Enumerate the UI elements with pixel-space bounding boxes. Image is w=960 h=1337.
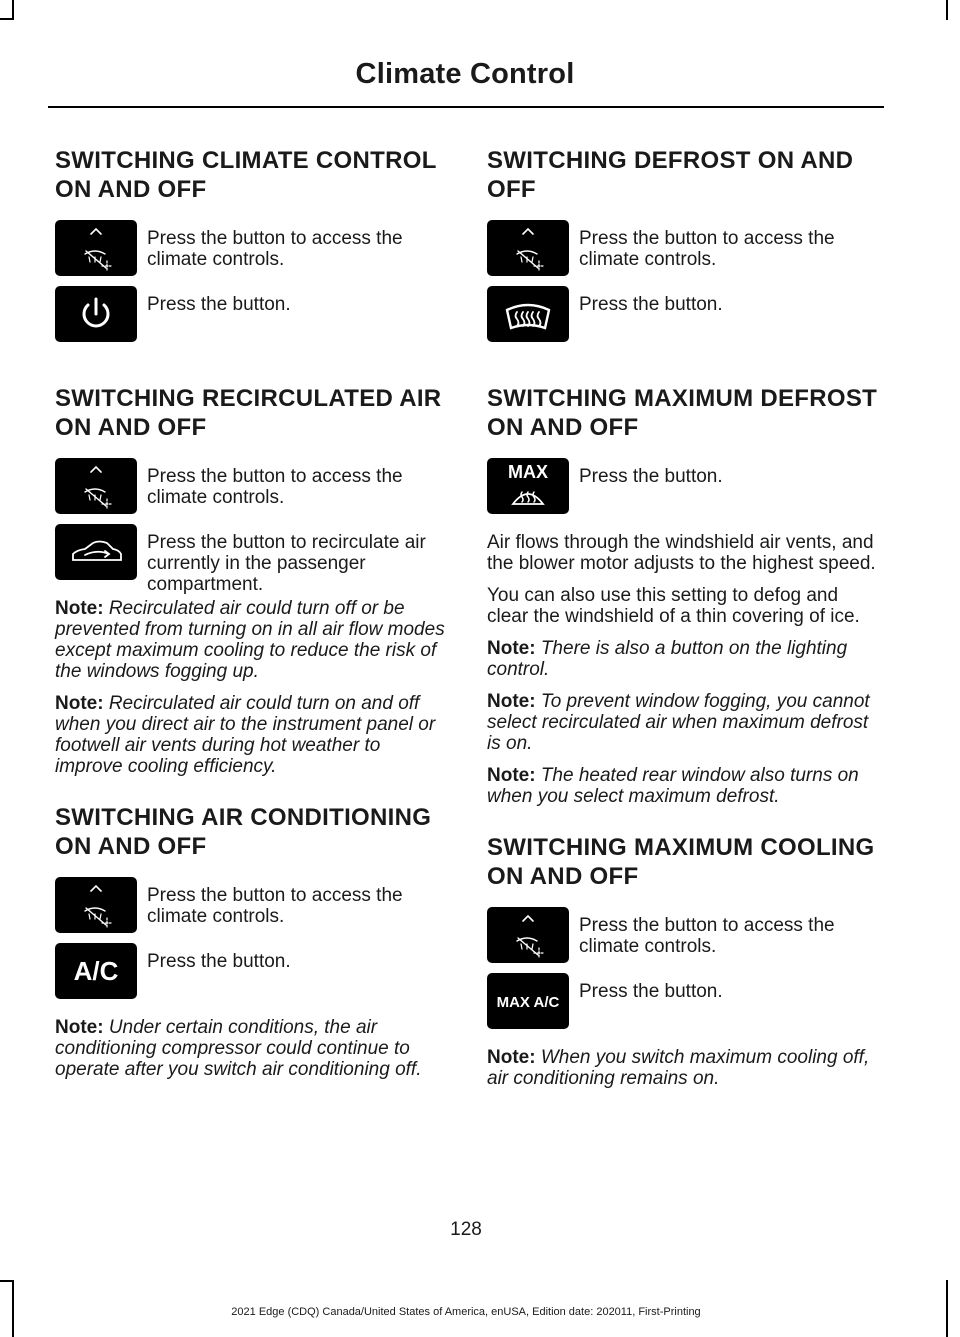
section-right-0 <box>487 146 879 358</box>
note-paragraph <box>487 691 879 754</box>
note-paragraph <box>55 598 447 682</box>
header-divider <box>48 106 884 108</box>
section-right-2 <box>487 833 879 1089</box>
section-left-2 <box>55 803 447 1080</box>
note-text: Recirculated air could turn off or be prevented from turning on in all air flow modes except maximum cooling to reduce the risk of the windows fogging up. <box>55 598 445 682</box>
section-right-1 <box>487 384 879 807</box>
page-number: 128 <box>450 1219 482 1240</box>
step-text: Press the button. <box>579 466 723 487</box>
recirculate-icon <box>55 524 137 580</box>
max-ac-icon <box>487 973 569 1029</box>
step-text: Press the button. <box>579 981 723 1002</box>
rear-defrost-icon <box>487 286 569 342</box>
section-heading: SWITCHING AIR CONDITIONING ON AND OFF <box>55 804 432 860</box>
note-text: Under certain conditions, the air conditioning compressor could continue to operate after you switch air conditioning off. <box>55 1017 422 1080</box>
note-text: When you switch maximum cooling off, air conditioning remains on. <box>487 1047 870 1089</box>
instruction-step <box>55 466 447 530</box>
crop-mark-br-v <box>946 1280 948 1337</box>
climate-access-icon <box>55 458 137 514</box>
svg-text:MAX A/C: MAX A/C <box>496 994 560 1011</box>
step-text: Press the button to access the climate controls. <box>147 885 403 927</box>
section-left-1 <box>55 384 447 777</box>
body-paragraph: Air flows through the windshield air vents, and the blower motor adjusts to the highest speed. <box>487 532 876 574</box>
body-paragraph: You can also use this setting to defog and clear the windshield of a thin covering of ice. <box>487 585 860 627</box>
step-text: Press the button to access the climate controls. <box>579 915 835 957</box>
instruction-step <box>55 951 447 1015</box>
climate-access-icon <box>55 220 137 276</box>
note-label: Note: <box>55 1017 109 1038</box>
instruction-step <box>55 294 447 358</box>
note-label: Note: <box>55 693 109 714</box>
power-icon <box>55 286 137 342</box>
note-paragraph <box>487 638 879 680</box>
crop-mark-tr-v <box>946 0 948 20</box>
section-heading: SWITCHING DEFROST ON AND OFF <box>487 147 854 203</box>
page-title: Climate Control <box>355 58 575 90</box>
note-paragraph <box>55 1017 447 1080</box>
note-text: Recirculated air could turn on and off when you direct air to the instrument panel or footwell air vents during hot weather to improve cooling efficiency. <box>55 693 436 777</box>
note-label: Note: <box>487 1047 541 1068</box>
instruction-step <box>487 915 879 979</box>
note-paragraph <box>55 693 447 777</box>
step-text: Press the button. <box>579 294 723 315</box>
note-label: Note: <box>487 638 541 659</box>
instruction-step <box>487 981 879 1045</box>
instruction-step <box>487 228 879 292</box>
note-label: Note: <box>55 598 109 619</box>
section-heading: SWITCHING MAXIMUM COOLING ON AND OFF <box>487 834 875 890</box>
step-text: Press the button. <box>147 294 291 315</box>
climate-access-icon <box>487 220 569 276</box>
step-text: Press the button to recirculate air currently in the passenger compartment. <box>147 532 426 595</box>
section-heading: SWITCHING RECIRCULATED AIR ON AND OFF <box>55 385 442 441</box>
climate-access-icon <box>487 907 569 963</box>
edition-footer: 2021 Edge (CDQ) Canada/United States of America, enUSA, Edition date: 202011, First-Printing <box>231 1306 701 1318</box>
step-text: Press the button to access the climate controls. <box>147 466 403 508</box>
climate-access-icon <box>55 877 137 933</box>
section-heading: SWITCHING CLIMATE CONTROL ON AND OFF <box>55 147 437 203</box>
note-paragraph <box>487 1047 879 1089</box>
instruction-step <box>55 885 447 949</box>
note-text: To prevent window fogging, you cannot select recirculated air when maximum defrost is on. <box>487 691 870 754</box>
note-label: Note: <box>487 691 541 712</box>
instruction-step <box>487 462 879 530</box>
ac-icon <box>55 943 137 999</box>
crop-mark-tl-h <box>0 18 14 20</box>
note-paragraph <box>487 765 879 807</box>
instruction-step <box>55 228 447 292</box>
note-text: There is also a button on the lighting control. <box>487 638 848 680</box>
step-text: Press the button to access the climate controls. <box>147 228 403 270</box>
left-column <box>55 146 447 1106</box>
step-text: Press the button. <box>147 951 291 972</box>
crop-mark-tl-v <box>12 0 14 20</box>
note-text: The heated rear window also turns on when you select maximum defrost. <box>487 765 859 807</box>
svg-text:A/C: A/C <box>73 956 119 986</box>
step-text: Press the button to access the climate controls. <box>579 228 835 270</box>
instruction-step <box>55 532 447 596</box>
svg-text:MAX: MAX <box>508 462 548 482</box>
section-left-0 <box>55 146 447 358</box>
right-column <box>487 146 879 1115</box>
section-heading: SWITCHING MAXIMUM DEFROST ON AND OFF <box>487 385 878 441</box>
crop-mark-bl-h <box>0 1280 14 1282</box>
max-defrost-icon <box>487 458 569 514</box>
note-label: Note: <box>487 765 541 786</box>
instruction-step <box>487 294 879 358</box>
